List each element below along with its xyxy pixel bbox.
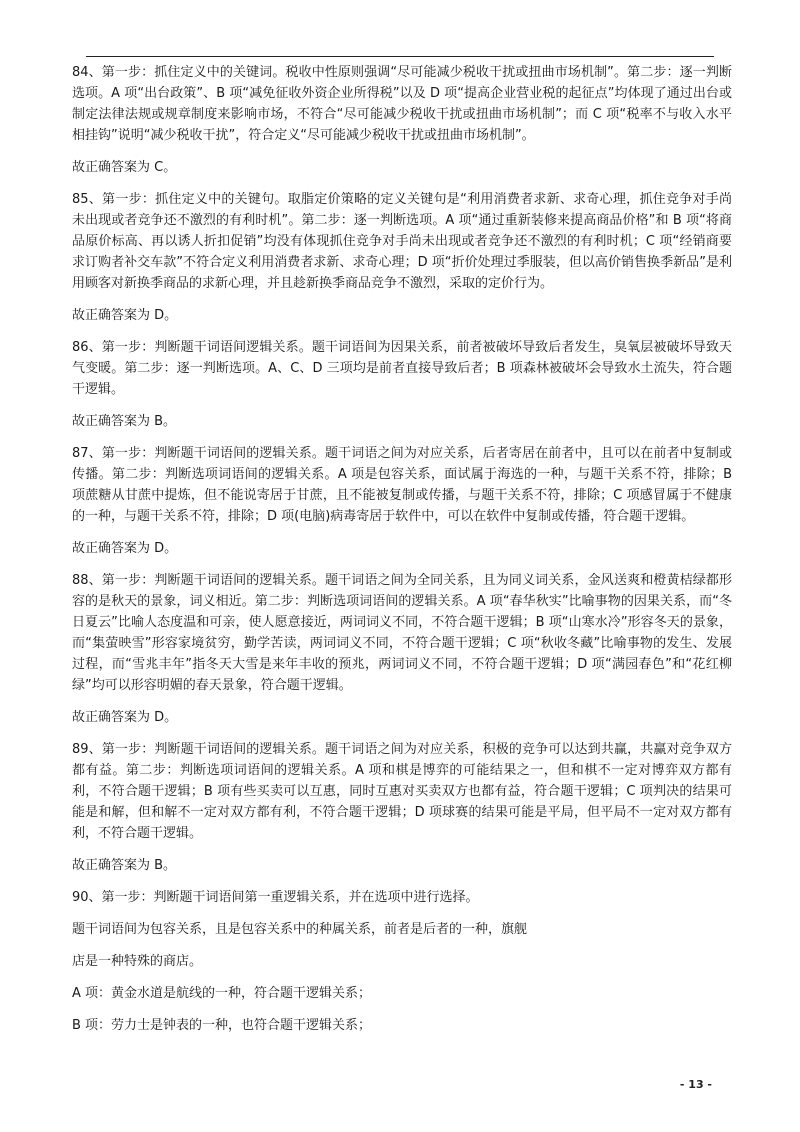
answer-84: 故正确答案为 C。: [72, 160, 177, 175]
explanation-86: 86、第一步：判断题干词语间逻辑关系。题干词语间为因果关系，前者被破坏导致后者发生，臭氧层被破坏导致天气变暖。第二步：逐一判断选项。A、C、D 三项均是前者直接导致后者；B 项森林被破坏会导致水土流失，符合题干逻辑。: [72, 340, 732, 397]
answer-88: 故正确答案为 D。: [72, 710, 178, 725]
answer-85: 故正确答案为 D。: [72, 308, 178, 323]
answer-86: 故正确答案为 B。: [72, 414, 177, 429]
answer-87: 故正确答案为 D。: [72, 541, 178, 556]
explanation-85: 85、第一步：抓住定义中的关键句。取脂定价策略的定义关键句是“利用消费者求新、求奇心理，抓住竞争对手尚未出现或者竞争还不激烈的有利时机”。第二步：逐一判断选项。A 项“通过重新装修来提高商品价格”和 B 项“将商品原价标高、再以诱人折扣促销”均没有体现抓住竞争对手尚未出现或者竞争还不激烈的有利时机；C 项“经销商要求订购者补交车款”不符合定义利用消费者求新、求奇心理；D 项“折价处理过季服装，但以高价销售换季新品”是利用顾客对新换季商品的求新心理，并且趁新换季商品竞争不激烈，采取的定价行为。: [72, 192, 732, 291]
explanation-90-line1: 题干词语间为包容关系，且是包容关系中的种属关系，前者是后者的一种，旗舰: [72, 922, 528, 937]
explanation-90-step1: 90、第一步：判断题干词语间第一重逻辑关系，并在选项中进行选择。: [72, 890, 479, 905]
document-body: [72, 62, 732, 1047]
explanation-90-option-b: B 项：劳力士是钟表的一种，也符合题干逻辑关系；: [72, 1018, 372, 1033]
page-number: - 13 -: [679, 1078, 712, 1091]
explanation-84: 84、第一步：抓住定义中的关键词。税收中性原则强调“尽可能减少税收干扰或扭曲市场机制”。第二步：逐一判断选项。A 项“出台政策”、B 项“减免征收外资企业所得税”以及 D 项“提高企业营业税的起征点”均体现了通过出台或制定法律法规或规章制度来影响市场，不符合“尽可能减少税收干扰或扭曲市场机制”；而 C 项“税率不与收入水平相挂钩”说明“减少税收干扰”，符合定义“尽可能减少税收干扰或扭曲市场机制”。: [72, 65, 732, 143]
explanation-90-option-a: A 项：黄金水道是航线的一种，符合题干逻辑关系；: [72, 986, 372, 1001]
explanation-88: 88、第一步：判断题干词语间的逻辑关系。题干词语之间为全同关系，且为同义词关系，金风送爽和橙黄桔绿都形容的是秋天的景象，词义相近。第二步：判断选项词语间的逻辑关系。A 项“春华秋实”比喻事物的因果关系，而“冬日夏云”比喻人态度温和可亲，使人愿意接近，两词词义不同，不符合题干逻辑；B 项“山寒水冷”形容冬天的景象，而“集萤映雪”形容家境贫穷，勤学苦读，两词词义不同，不符合题干逻辑；C 项“秋收冬藏”比喻事物的发生、发展过程，而“雪兆丰年”指冬天大雪是来年丰收的预兆，两词词义不同，不符合题干逻辑；D 项“满园春色”和“花红柳绿”均可以形容明媚的春天景象，符合题干逻辑。: [72, 573, 732, 693]
explanation-90-line2: 店是一种特殊的商店。: [72, 954, 203, 969]
answer-89: 故正确答案为 B。: [72, 858, 177, 873]
explanation-87: 87、第一步：判断题干词语间的逻辑关系。题干词语之间为对应关系，后者寄居在前者中，且可以在前者中复制或传播。第二步：判断选项词语间的逻辑关系。A 项是包容关系，面试属于海选的一种，与题干关系不符，排除；B 项蔗糖从甘蔗中提炼，但不能说寄居于甘蔗，且不能被复制或传播，与题干关系不符，排除；C 项感冒属于不健康的一种，与题干关系不符，排除；D 项(电脑)病毒寄居于软件中，可以在软件中复制或传播，符合题干逻辑。: [72, 446, 732, 524]
explanation-89: 89、第一步：判断题干词语间的逻辑关系。题干词语之间为对应关系，积极的竞争可以达到共赢，共赢对竞争双方都有益。第二步：判断选项词语间的逻辑关系。A 项和棋是博弈的可能结果之一，但和棋不一定对博弈双方都有利，不符合题干逻辑；B 项有些买卖可以互惠，同时互惠对买卖双方也都有益，符合题干逻辑；C 项判决的结果可能是和解，但和解不一定对双方都有利，不符合题干逻辑；D 项球赛的结果可能是平局，但平局不一定对双方都有利，不符合题干逻辑。: [72, 742, 732, 841]
header-rule: [86, 56, 714, 57]
